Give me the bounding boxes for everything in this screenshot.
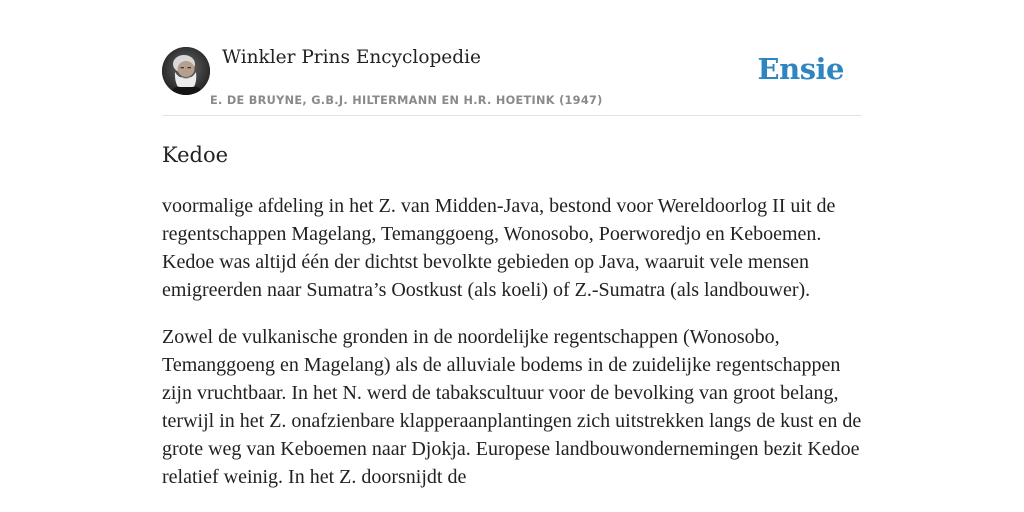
page — [162, 0, 862, 512]
header — [162, 0, 862, 116]
publication-title[interactable]: Winkler Prins Encyclopedie — [222, 47, 481, 68]
article-paragraph-2: Zowel de vulkanische gronden in de noordelijke regentschappen (Wonosobo, Temanggoeng en Magelang) als de alluviale bodems in de zuidelijke regentschappen zijn vruchtbaar. In het N. werd de tabakscultuur voor de bevolking van groot belang, terwijl in het Z. onafzienbare klapperaanplantingen zich uitstrekken langs de kust en de grote weg van Keboemen naar Djokja. Europese landbouwondernemingen bezit Kedoe relatief weinig. In het Z. doorsnijdt de — [162, 326, 862, 488]
author-avatar[interactable] — [162, 47, 210, 95]
publication-authors: E. DE BRUYNE, G.B.J. HILTERMANN EN H.R. HOETINK (1947) — [210, 94, 603, 107]
article-paragraph-1: voormalige afdeling in het Z. van Midden-Java, bestond voor Wereldoorlog II uit de regentschappen Magelang, Temanggoeng, Wonosobo, Poerworedjo en Keboemen. Kedoe was altijd één der dichtst bevolkte gebieden op Java, waaruit vele mensen emigreerden naar Sumatra’s Oostkust (als koeli) of Z.-Sumatra (als landbouwer). — [162, 195, 836, 301]
article-body — [162, 192, 862, 510]
article-title: Kedoe — [162, 143, 229, 167]
bearded-man-portrait-icon — [162, 47, 210, 95]
site-logo[interactable]: Ensie — [757, 52, 844, 86]
